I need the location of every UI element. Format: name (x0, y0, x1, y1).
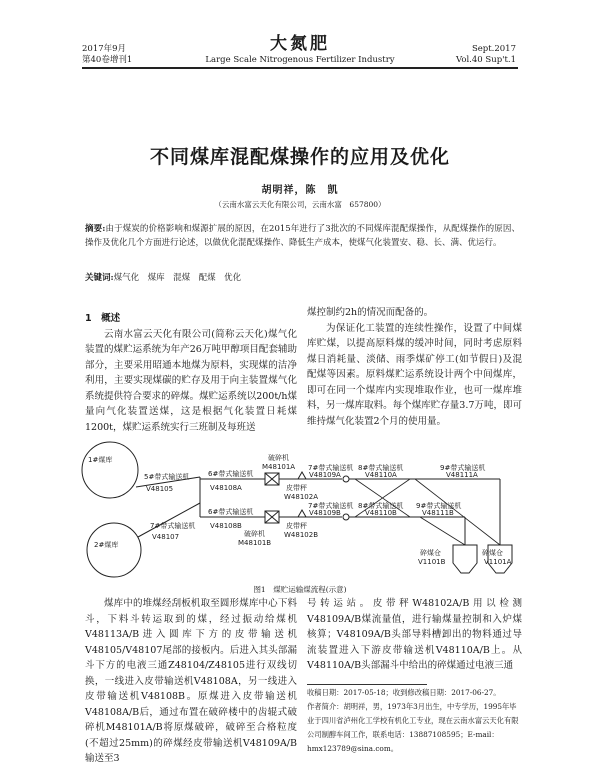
crusher-a-title: 破碎机 (268, 454, 289, 462)
article-authors: 胡明祥，陈 凯 (261, 185, 339, 196)
scale-b-id: W48102B (284, 531, 318, 539)
yard-2-label: 2#煤库 (94, 541, 119, 549)
belt9b-id: V48111B (422, 509, 454, 517)
paragraph: 为保证化工装置的连续性操作，设置了中间煤库贮煤，以提高原料煤的缓冲时间，同时考虑原料煤日消耗量、淡储、雨季煤矿停工(如节假日)及混配煤等因素。原料煤贮运系统设计两个中间煤库，即可在同一个煤库内实现堆取作业，也可一煤库堆料，另一煤库取料。每个煤库贮存量3.7万吨，即可维持煤气化装置2个月的使用量。 (307, 322, 522, 427)
belt7b-id: V48109B (309, 509, 341, 517)
belt8a-id: V48110A (365, 471, 397, 479)
belt6b-label: 6#带式输送机 (208, 508, 254, 516)
abstract (85, 222, 520, 250)
silo-a-title: 碎煤仓 (482, 549, 503, 557)
belt9a-label: 9#带式输送机 (440, 464, 486, 472)
journal-title-en: Large Scale Nitrogenous Fertilizer Industry (205, 55, 395, 65)
transfer-node-b (343, 514, 349, 520)
belt8b-id: V48110B (365, 509, 397, 517)
keywords-text: 煤气化 煤库 混煤 配煤 优化 (113, 273, 242, 283)
section-heading: 1 概述 (85, 313, 121, 324)
yard-1-label: 1#煤库 (88, 456, 113, 464)
silo-b (453, 545, 477, 573)
silo-b-id: V1101B (418, 558, 446, 566)
crusher-b-title: 破碎机 (244, 530, 265, 538)
belt6a-label: 6#带式输送机 (208, 470, 254, 478)
belt6b-id: V48108B (210, 522, 242, 530)
body-column-2 (307, 305, 522, 429)
yard-1-circle (82, 442, 138, 498)
footnote-author-bio: 作者简介：胡明祥，男，1973年3月出生，中专学历，1995年毕业于四川省泸州化工学校有机化工专业，现在云南水富云天化有限公司制醇车间工作，联系电话：13887108595；E-mail：hmx123789@sina.com。 (307, 702, 519, 753)
belt7a-id: V48109A (309, 471, 341, 479)
header-rule (82, 67, 518, 69)
coal-flow-diagram (80, 435, 520, 585)
paragraph: 云南水富云天化有限公司(简称云天化)煤气化装置的煤贮运系统为年产26万吨甲醇项目配套辅助部分，主要采用昭通本地煤为原料，实现煤的洁净利用，主要实现煤碳的贮存及用于向主装置煤气化系统提供符合要求的碎煤。煤贮运系统以200t/h煤量向气化装置送煤，这是根据气化装置日耗煤1200t，煤贮运系统实行三班制及每班送 (85, 328, 297, 433)
figure-caption: 图1 煤贮运输煤流程(示意) (253, 585, 347, 594)
header-volume: 第40卷增刊1 (82, 55, 133, 65)
article-affiliation: （云南水富云天化有限公司，云南水富 657800） (214, 200, 386, 209)
body-column-4 (307, 596, 522, 674)
article-title: 不同煤库混配煤操作的应用及优化 (149, 146, 450, 168)
body-column-1 (85, 311, 297, 435)
abstract-label: 摘要: (85, 224, 106, 234)
belt7-label: 7#带式输送机 (150, 522, 196, 530)
body-column-3 (85, 596, 297, 767)
paragraph: 煤库中的堆煤经刮板机取至圆形煤库中心下料斗，下料斗转运取到的煤，经过振动给煤机V48113A/B进入圆库下方的皮带输送机V48105/V48107尾部的接板内。后进入其头部漏斗下方的电液三通Z48104/Z48105进行双线切换，一线进入皮带输送机V48108A，另一线进入皮带输送机V48108B。原煤进入皮带输送机V48108A/B后，通过布置在破碎楼中的齿辊式破碎机M48101A/B将原煤破碎，破碎至合格粒度(不超过25mm)的碎煤经皮带输送机V48109A/B输送至3 (85, 598, 297, 764)
scale-a-marker (298, 472, 306, 479)
crusher-b-id: M48101B (238, 539, 272, 547)
scale-a-title: 皮带秤 (286, 484, 307, 492)
belt7-id: V48107 (152, 533, 180, 541)
belt9b-label: 9#带式输送机 (416, 502, 462, 510)
footnote-received: 收稿日期：2017-05-18；收到修改稿日期：2017-06-27。 (307, 688, 501, 697)
conveyor-v48107 (138, 503, 200, 537)
belt6a-id: V48108A (210, 484, 242, 492)
scale-b-title: 皮带秤 (286, 522, 307, 530)
belt8b-label: 8#带式输送机 (358, 502, 404, 510)
belt7b-label: 7#带式输送机 (308, 502, 354, 510)
footnote-rule (307, 684, 427, 685)
silo-a-id: V1101A (484, 558, 512, 566)
header-date: 2017年9月 (82, 44, 127, 54)
paragraph: 煤控制约2h的情况而配备的。 (307, 307, 434, 318)
keywords (85, 271, 520, 285)
keywords-label: 关键词: (85, 273, 114, 283)
belt8a-label: 8#带式输送机 (358, 464, 404, 472)
crusher-a-id: M48101A (262, 463, 296, 471)
belt5-id: V48105 (146, 485, 174, 493)
yard-2-circle (87, 523, 141, 577)
footnote (307, 686, 522, 756)
transfer-node-a (343, 476, 349, 482)
abstract-text: 由于煤炭的价格影响和煤源扩展的原因，在2015年进行了3批次的不同煤库混配煤操作，从配煤操作的原因、操作及优化几个方面进行论述，以做优化混配煤操作、降低生产成本，使煤气化装置安、稳、长、满、优运行。 (85, 224, 520, 248)
scale-a-id: W48102A (284, 493, 318, 501)
journal-title-cn: 大氮肥 (270, 34, 330, 54)
paragraph: 号转运站。皮带秤W48102A/B用以检测V48109A/B煤流量值，进行输煤量控制和入炉煤核算；V48109A/B头部导料槽卸出的物料通过导流装置进入下游皮带输送机V48110A/B上。从V48110A/B头部漏斗中给出的碎煤通过电液三通 (307, 598, 522, 671)
header-right (456, 44, 516, 66)
header-date-en: Sept.2017 (471, 44, 516, 54)
scale-b-marker (298, 510, 306, 517)
belt9a-id: V48111A (446, 471, 478, 479)
belt7a-label: 7#带式输送机 (308, 464, 354, 472)
belt5-label: 5#带式输送机 (144, 473, 190, 481)
silo-b-title: 碎煤仓 (420, 549, 441, 557)
header-volume-en: Vol.40 Sup't.1 (455, 55, 516, 65)
